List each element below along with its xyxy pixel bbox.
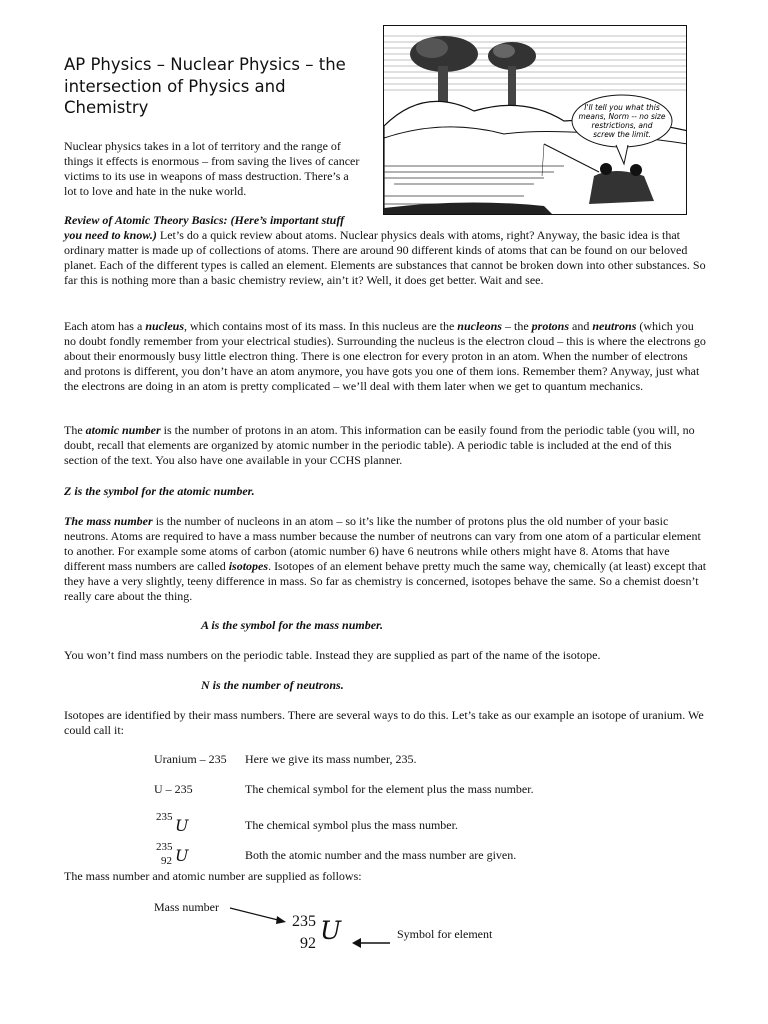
term-mass-number: The mass number	[64, 514, 153, 528]
n-symbol-note: N is the number of neutrons.	[201, 678, 344, 692]
element-symbol: U	[175, 816, 189, 835]
review-paragraph	[64, 213, 707, 288]
page-title: AP Physics – Nuclear Physics – the intersection of Physics and Chemistry	[64, 55, 346, 117]
text-run: – the	[501, 319, 532, 333]
notation-right-3: The chemical symbol plus the mass number.	[245, 818, 458, 832]
text-run: The	[64, 423, 86, 437]
svg-text:I'll tell you what this: I'll tell you what this	[584, 103, 660, 112]
notation-left-1: Uranium – 235	[154, 752, 227, 766]
svg-text:screw the limit.: screw the limit.	[593, 130, 651, 139]
a-symbol-note: A is the symbol for the mass number.	[201, 618, 384, 632]
supplied-note: The mass number and atomic number are supplied as follows:	[64, 869, 362, 883]
notation-right-1: Here we give its mass number, 235.	[245, 752, 417, 766]
nucleus-paragraph	[64, 319, 707, 394]
arrow-to-symbol	[350, 936, 392, 950]
term-nucleus: nucleus	[145, 319, 184, 333]
review-text-start: Let’s do a quick review about atoms. Nuclear physics deals with atoms, right? Anyway, the basic idea is	[156, 228, 659, 242]
term-isotopes: isotopes	[228, 559, 269, 573]
cartoon-illustration	[383, 25, 687, 215]
element-symbol: U	[175, 846, 189, 865]
text-run: is the number of protons in an atom. This information can be easily found from the periodic table (you will, no doubt, recall that elements are organized by atomic number in the periodic table). A periodic table is included at the end of this section of the text. You also have one available in your CCHS planner.	[64, 423, 695, 467]
term-neutrons: neutrons	[592, 319, 637, 333]
notation-right-2: The chemical symbol for the element plus the mass number.	[245, 782, 534, 796]
text-run: , which contains most of its mass. In this nucleus are the	[184, 319, 458, 333]
cartoon-drawing	[384, 26, 687, 215]
svg-text:means, Norm -- no size: means, Norm -- no size	[578, 112, 666, 121]
term-protons: protons	[531, 319, 570, 333]
arrow-to-mass-number	[228, 905, 290, 927]
mass-number-value: 235	[156, 811, 173, 823]
isotope-intro: Isotopes are identified by their mass numbers. There are several ways to do this. Let’s take as our example an isotope of uranium. We could call it:	[64, 708, 704, 737]
notation-right-4: Both the atomic number and the mass number are given.	[245, 848, 517, 862]
review-heading-cont: you need to know.)	[64, 228, 157, 242]
isotope-notation-full	[156, 842, 196, 870]
mass-number-value: 235	[156, 841, 173, 853]
mass-number-value: 235	[292, 913, 316, 930]
atomic-number-paragraph	[64, 423, 707, 468]
svg-text:restrictions, and: restrictions, and	[591, 121, 653, 130]
atomic-number-value: 92	[161, 855, 172, 867]
text-run: (which you no doubt fondly remember from your electrical studies). Surrounding the nucleus is the electron cloud – this is where the electrons go about their enormously busy little electron thing. There is one electron for every proton in an atom. When the number of electrons and protons is different, you don’t have an atom anymore, you have gots you one of them ions. Remember them? Anyway, just what the electrons are doing in an atom is pretty complicated – we’ll deal with them later when we get to quantum mechanics.	[64, 319, 706, 393]
element-symbol: U	[320, 916, 342, 945]
symbol-for-element-label: Symbol for element	[397, 927, 493, 941]
term-atomic-number: atomic number	[85, 423, 161, 437]
review-heading: Review of Atomic Theory Basics: (Here’s important stuff	[64, 213, 345, 227]
text-run: . Isotopes of an element behave pretty much the same way, chemically (at least) except that they have a very slightly, teeny difference in mass. So far as chemistry is concerned, isotopes behave the same. So a chemist doesn’t really care about the thing.	[64, 559, 707, 603]
text-run: is the number of nucleons in an atom – so it’s like the number of protons plus the old number of your basic neutrons. Atoms are required to have a mass number because the number of neutrons can vary from one atom of a particular element to another. For example some atoms of carbon (atomic number 6) have 6 neutrons while others might have 8. Atoms that have different mass numbers are called	[64, 514, 701, 573]
text-run: Each atom has a	[64, 319, 146, 333]
mushroom-cloud-right	[488, 42, 536, 106]
notation-left-2: U – 235	[154, 782, 193, 796]
intro-paragraph: Nuclear physics takes in a lot of territory and the range of things it effects is enormous – from saving the lives of cancer victims to its use in weapons of mass destruction. There’s a lot to love and hate in the nuke world.	[64, 139, 360, 198]
z-symbol-note: Z is the symbol for the atomic number.	[64, 484, 255, 498]
mass-number-paragraph	[64, 514, 707, 604]
periodic-note: You won’t find mass numbers on the periodic table. Instead they are supplied as part of the name of the isotope.	[64, 648, 601, 662]
review-text-body: that ordinary matter is made up of collections of atoms. There are around 90 different kinds of atoms that can be found on our beloved planet. Each of the different types is called an element. Elements are substances that cannot be broken down into other substances. So far this is nothing more than a basic chemistry review, ain’t it? Well, it does get better. Wait and see.	[64, 228, 706, 287]
isotope-diagram-symbol	[292, 914, 352, 956]
text-run: and	[569, 319, 593, 333]
isotope-notation-mass	[156, 812, 196, 836]
mushroom-cloud-left	[410, 36, 478, 111]
term-nucleons: nucleons	[457, 319, 502, 333]
atomic-number-value: 92	[300, 935, 316, 952]
mass-number-label: Mass number	[154, 900, 219, 914]
